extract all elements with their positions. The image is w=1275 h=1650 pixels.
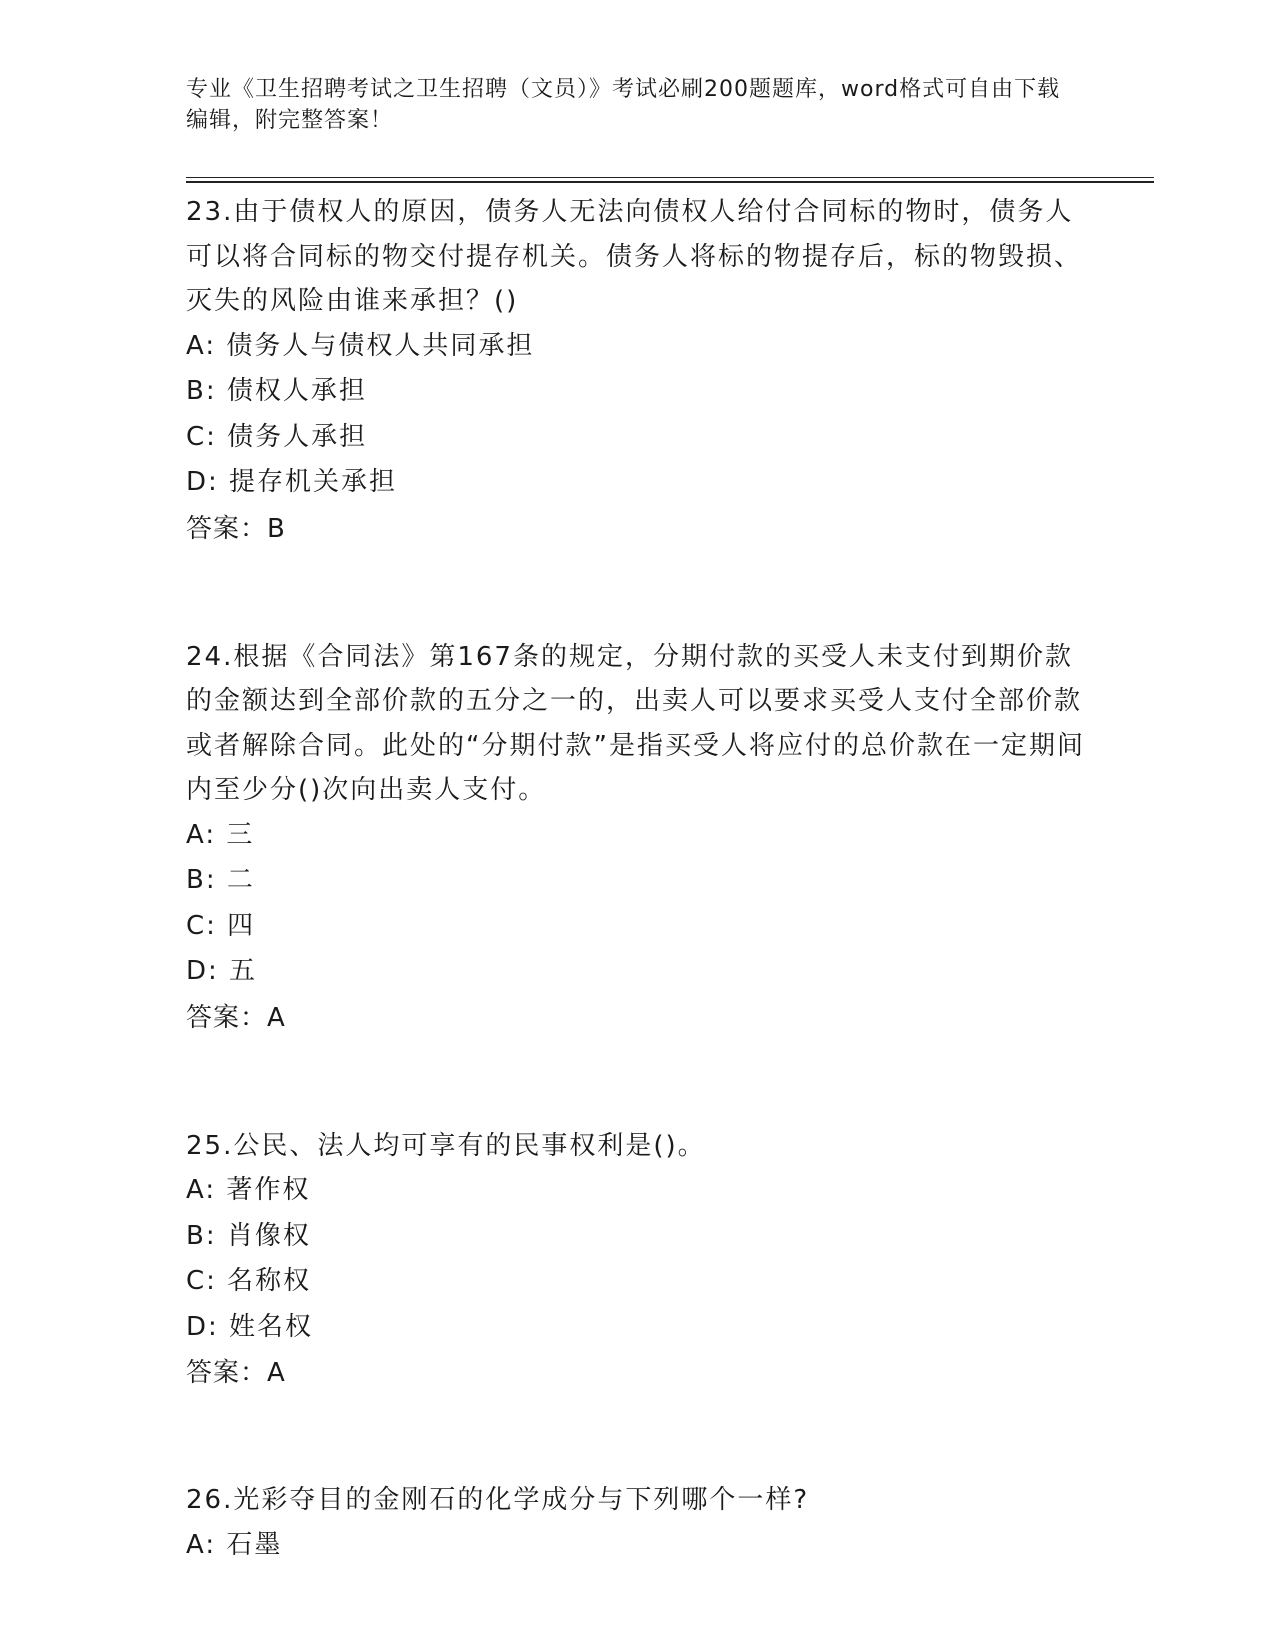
option-d: D: 提存机关承担 (186, 467, 398, 497)
answer: 答案：A (186, 1002, 286, 1033)
header-rule-top (186, 177, 1154, 178)
option-c: C: 四 (186, 910, 256, 941)
question-23 (186, 190, 1086, 552)
option-a: A: 石墨 (186, 1529, 283, 1560)
answer: 答案：B (186, 513, 286, 544)
document-header: 专业《卫生招聘考试之卫生招聘（文员）》考试必刷200题题库，word格式可自由下载编辑，附完整答案！ (186, 77, 1061, 133)
option-a: A: 著作权 (186, 1175, 311, 1205)
option-d: D: 姓名权 (186, 1311, 314, 1342)
option-a: A: 债务人与债权人共同承担 (186, 330, 535, 361)
option-b: B: 债权人承担 (186, 376, 367, 406)
answer: 答案：A (186, 1358, 286, 1388)
question-stem: 23.由于债权人的原因，债务人无法向债权人给付合同标的物时，债务人可以将合同标的物交付提存机关。债务人将标的物提存后，标的物毁损、灭失的风险由谁来承担？() (186, 197, 1083, 316)
question-26 (186, 1478, 1086, 1568)
option-c: C: 名称权 (186, 1266, 312, 1296)
option-d: D: 五 (186, 956, 258, 986)
question-list (186, 190, 1086, 1568)
question-spacer (186, 1396, 1086, 1478)
option-b: B: 二 (186, 865, 255, 895)
question-25 (186, 1124, 1086, 1397)
question-spacer (186, 1041, 1086, 1124)
question-stem: 24.根据《合同法》第167条的规定，分期付款的买受人未支付到期价款的金额达到全部价款的五分之一的，出卖人可以要求买受人支付全部价款或者解除合同。此处的“分期付款”是指买受人将应付的总价款在一定期间内至少分()次向出卖人支付。 (186, 641, 1085, 805)
question-spacer (186, 552, 1086, 635)
option-b: B: 肖像权 (186, 1220, 311, 1251)
option-a: A: 三 (186, 819, 255, 850)
question-stem: 25.公民、法人均可享有的民事权利是()。 (186, 1130, 706, 1161)
question-24 (186, 635, 1086, 1041)
option-c: C: 债务人承担 (186, 421, 368, 452)
question-stem: 26.光彩夺目的金刚石的化学成分与下列哪个一样? (186, 1485, 810, 1515)
header-rule-bottom (186, 181, 1154, 183)
